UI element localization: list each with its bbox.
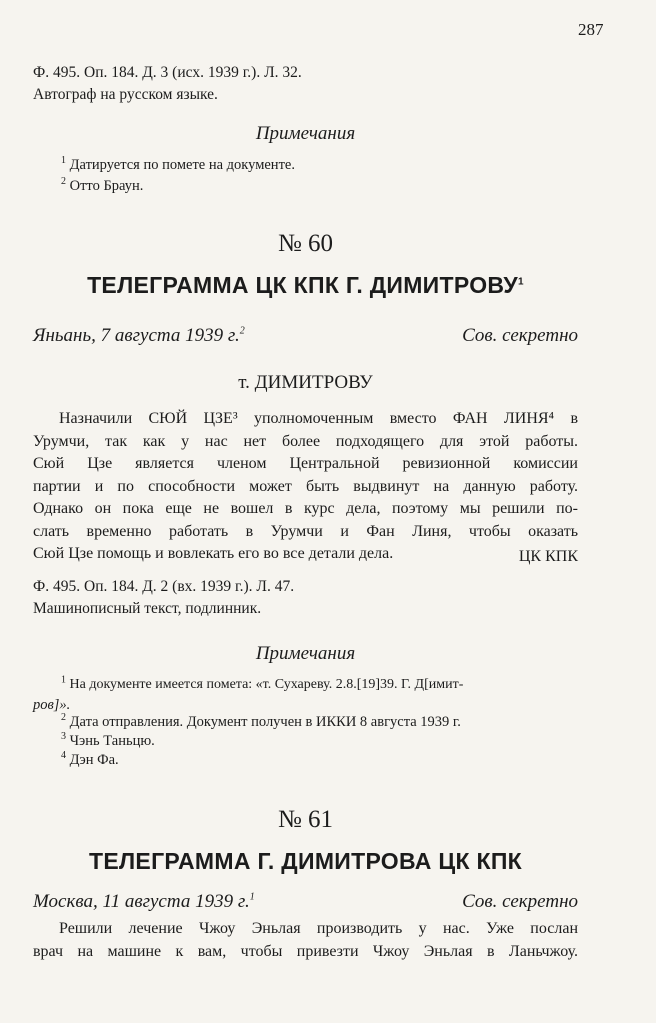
document-body (33, 918, 578, 963)
source-type: Автограф на русском языке. (33, 86, 218, 103)
document-page (33, 0, 604, 1023)
body-line: Сюй Цзе является членом Центральной ревизионной комиссии (33, 455, 578, 472)
classification: Сов. секретно (462, 325, 578, 346)
document-number: № 61 (277, 806, 334, 833)
document-body (33, 408, 578, 566)
document-title: ТЕЛЕГРАММА Г. ДИМИТРОВА ЦК КПК (89, 848, 522, 874)
footnote: $^1$ На документе имеется помета: «т. Сухареву. 2.8.[19]39. Г. Д[имит- (61, 674, 464, 692)
place-date: Москва, 11 августа 1939 г.$^1$ (33, 891, 255, 912)
footnote: $^2$ Дата отправления. Документ получен в ИККИ 8 августа 1939 г. (61, 712, 461, 730)
footnote: $^1$ Датируется по помете на документе. (61, 155, 295, 173)
notes-heading: Примечания (255, 643, 356, 664)
document-number: № 60 (277, 230, 334, 257)
footnote: $^4$ Дэн Фа. (61, 750, 119, 768)
body-line: Назначили СЮЙ ЦЗЕ³ уполномоченным вместо ФАН ЛИНЯ⁴ в (59, 410, 578, 427)
body-line: Сюй Цзе помощь и вовлекать его во все детали дела. (33, 545, 394, 562)
archive-reference: Ф. 495. Оп. 184. Д. 2 (вх. 1939 г.). Л. 47. (33, 578, 295, 595)
addressee: т. ДИМИТРОВУ (238, 372, 373, 393)
body-line: Урумчи, так как у нас нет более подходящего для этой работы. (33, 432, 578, 450)
body-line: Однако он пока еще не вошел в курс дела, поэтому мы решили по- (33, 500, 578, 517)
footnote: $^3$ Чэнь Таньцю. (61, 731, 155, 749)
body-line: врач на машине к вам, чтобы привезти Чжоу Эньлая в Ланьчжоу. (33, 942, 578, 960)
classification: Сов. секретно (462, 891, 578, 912)
body-line: слать временно работать в Урумчи и Фан Линя, чтобы оказать (33, 522, 578, 540)
notes-heading: Примечания (255, 123, 356, 144)
footnote-continuation: ров]». (33, 697, 71, 713)
signature: ЦК КПК (518, 548, 578, 565)
place-date: Яньань, 7 августа 1939 г.$^2$ (33, 325, 245, 346)
page-number: 287 (578, 20, 604, 39)
document-title: ТЕЛЕГРАММА ЦК КПК Г. ДИМИТРОВУ$^1$ (87, 272, 524, 298)
footnote: $^2$ Отто Браун. (61, 176, 144, 194)
body-line: партии и по способности может быть выдвинут на данную работу. (33, 477, 578, 495)
body-line: Решили лечение Чжоу Эньлая производить у нас. Уже послан (59, 920, 578, 937)
archive-reference: Ф. 495. Оп. 184. Д. 3 (исх. 1939 г.). Л. 32. (33, 64, 302, 81)
source-type: Машинописный текст, подлинник. (33, 600, 262, 617)
